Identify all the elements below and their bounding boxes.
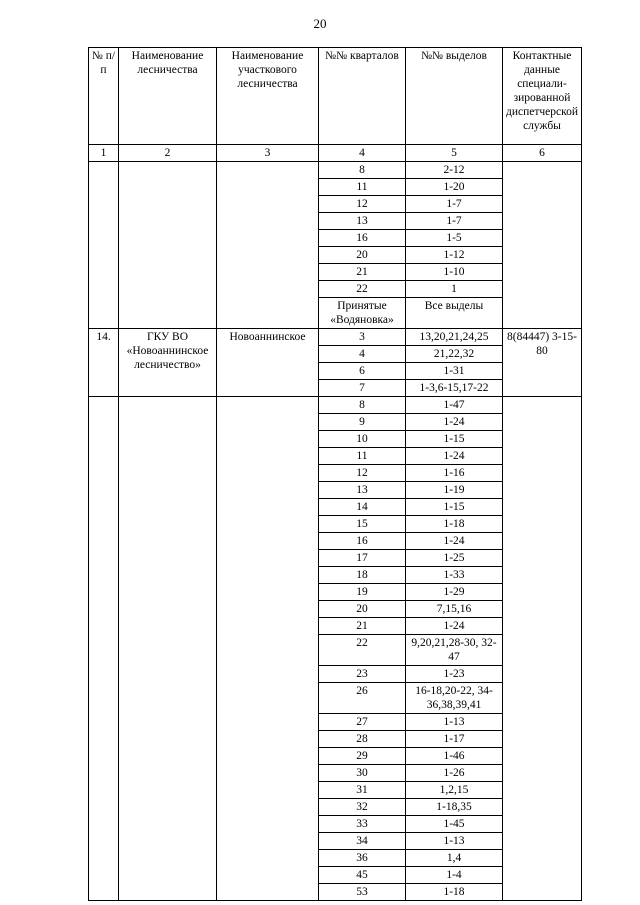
quarter-cell: 36 [319,850,406,867]
vydel-cell: 1-25 [406,550,503,567]
vydel-cell: 1-26 [406,765,503,782]
quarter-cell: 27 [319,714,406,731]
quarter-cell: 20 [319,601,406,618]
header-cell: Наименование лесничества [119,48,217,145]
quarter-cell: 19 [319,584,406,601]
vydel-cell: 1-18,35 [406,799,503,816]
quarter-cell: 34 [319,833,406,850]
quarter-cell: 26 [319,683,406,714]
quarter-cell: 8 [319,397,406,414]
contact-cell [503,162,582,329]
quarter-cell: 28 [319,731,406,748]
header-row [89,48,582,145]
quarter-cell: 20 [319,247,406,264]
number-cell [89,162,119,329]
quarter-cell: Принятые «Водяновка» [319,298,406,329]
vydel-cell: 1-31 [406,363,503,380]
vydel-cell: 1-46 [406,748,503,765]
vydel-cell: 1-47 [406,397,503,414]
vydel-cell: 21,22,32 [406,346,503,363]
forestry-cell [119,397,217,901]
quarter-cell: 18 [319,567,406,584]
quarter-cell: 6 [319,363,406,380]
quarter-cell: 15 [319,516,406,533]
vydel-cell: 16-18,20-22, 34-36,38,39,41 [406,683,503,714]
quarter-cell: 13 [319,482,406,499]
contact-cell: 8(84447) 3-15-80 [503,329,582,397]
vydel-cell: 1-15 [406,431,503,448]
vydel-cell: 1-16 [406,465,503,482]
column-number: 2 [119,145,217,162]
forestry-cell [119,162,217,329]
vydel-cell: 1-7 [406,196,503,213]
vydel-cell: 13,20,21,24,25 [406,329,503,346]
vydel-cell: 1,2,15 [406,782,503,799]
quarter-cell: 10 [319,431,406,448]
vydel-cell: 7,15,16 [406,601,503,618]
quarter-cell: 32 [319,799,406,816]
quarter-cell: 14 [319,499,406,516]
quarter-cell: 23 [319,666,406,683]
quarter-cell: 53 [319,884,406,901]
quarter-cell: 12 [319,196,406,213]
vydel-cell: 1-4 [406,867,503,884]
quarter-cell: 4 [319,346,406,363]
quarter-cell: 21 [319,264,406,281]
quarter-cell: 22 [319,635,406,666]
vydel-cell: 1-12 [406,247,503,264]
quarter-cell: 3 [319,329,406,346]
quarter-cell: 29 [319,748,406,765]
table-row [89,397,582,414]
column-number: 1 [89,145,119,162]
vydel-cell: 1-24 [406,414,503,431]
district-cell [217,397,319,901]
vydel-cell: 1 [406,281,503,298]
quarter-cell: 11 [319,448,406,465]
quarter-cell: 7 [319,380,406,397]
quarter-cell: 16 [319,533,406,550]
quarter-cell: 22 [319,281,406,298]
vydel-cell: 2-12 [406,162,503,179]
quarter-cell: 13 [319,213,406,230]
quarter-cell: 45 [319,867,406,884]
forestry-cell: ГКУ ВО «Новоаннинское лесничество» [119,329,217,397]
quarter-cell: 11 [319,179,406,196]
vydel-cell: 1-33 [406,567,503,584]
header-cell: №№ кварталов [319,48,406,145]
page-number: 20 [313,16,327,31]
column-number: 5 [406,145,503,162]
vydel-cell: Все выделы [406,298,503,329]
vydel-cell: 1-3,6-15,17-22 [406,380,503,397]
column-number: 4 [319,145,406,162]
quarter-cell: 12 [319,465,406,482]
header-cell: Контактные данные специали-зированной диспетчерской службы [503,48,582,145]
vydel-cell: 1-45 [406,816,503,833]
table-row [89,162,582,179]
quarter-cell: 30 [319,765,406,782]
quarter-cell: 21 [319,618,406,635]
vydel-cell: 1-10 [406,264,503,281]
vydel-cell: 1-19 [406,482,503,499]
district-cell [217,162,319,329]
quarter-cell: 33 [319,816,406,833]
number-cell [89,397,119,901]
forestry-table [88,47,582,901]
header-cell: № п/п [89,48,119,145]
quarter-cell: 31 [319,782,406,799]
column-number: 3 [217,145,319,162]
district-cell: Новоаннинское [217,329,319,397]
vydel-cell: 1-24 [406,448,503,465]
vydel-cell: 1-18 [406,516,503,533]
vydel-cell: 1-13 [406,833,503,850]
quarter-cell: 9 [319,414,406,431]
vydel-cell: 1,4 [406,850,503,867]
table-row [89,329,582,346]
number-cell: 14. [89,329,119,397]
vydel-cell: 1-23 [406,666,503,683]
quarter-cell: 8 [319,162,406,179]
quarter-cell: 16 [319,230,406,247]
contact-cell [503,397,582,901]
vydel-cell: 1-18 [406,884,503,901]
column-number-row [89,145,582,162]
header-cell: Наименование участкового лесничества [217,48,319,145]
vydel-cell: 1-20 [406,179,503,196]
vydel-cell: 1-17 [406,731,503,748]
quarter-cell: 17 [319,550,406,567]
vydel-cell: 1-13 [406,714,503,731]
vydel-cell: 1-29 [406,584,503,601]
header-cell: №№ выделов [406,48,503,145]
vydel-cell: 1-24 [406,533,503,550]
vydel-cell: 1-24 [406,618,503,635]
vydel-cell: 1-15 [406,499,503,516]
column-number: 6 [503,145,582,162]
vydel-cell: 1-7 [406,213,503,230]
vydel-cell: 9,20,21,28-30, 32-47 [406,635,503,666]
vydel-cell: 1-5 [406,230,503,247]
